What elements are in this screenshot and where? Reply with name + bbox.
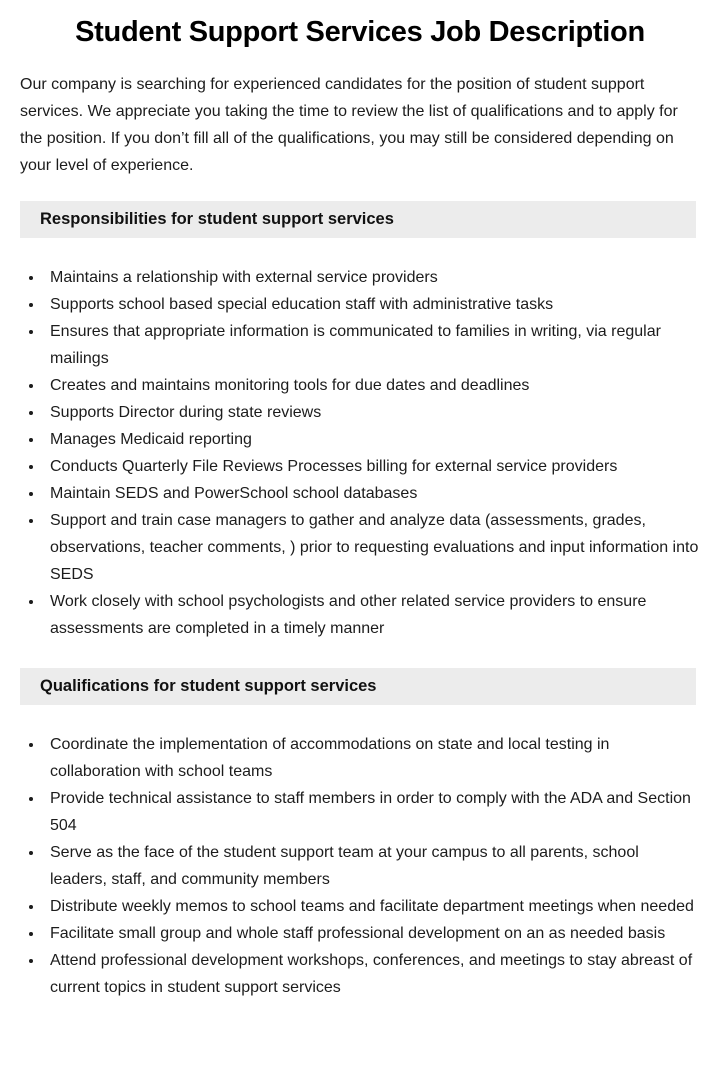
- list-item: • Work closely with school psychologists and other related service providers to ensure assessments are completed in a timely manner: [44, 588, 700, 642]
- intro-paragraph: Our company is searching for experienced candidates for the position of student support services. We appreciate you taking the time to review the list of qualifications and to apply for the position. If you don’t fill all of the qualifications, you may still be considered depending on your level of experience.: [20, 76, 678, 174]
- list-item: • Maintain SEDS and PowerSchool school databases: [44, 480, 700, 507]
- section-header-label: Responsibilities for student support services: [40, 210, 394, 228]
- list-item: • Provide technical assistance to staff members in order to comply with the ADA and Section 504: [44, 785, 700, 839]
- section-header-qualifications: [20, 668, 696, 705]
- page-title: Student Support Services Job Description: [75, 16, 645, 48]
- list-item: • Manages Medicaid reporting: [44, 426, 700, 453]
- list-item: • Facilitate small group and whole staff professional development on an as needed basis: [44, 920, 700, 947]
- list-item: • Attend professional development workshops, conferences, and meetings to stay abreast of current topics in student support services: [44, 947, 700, 1001]
- qualifications-list: [20, 731, 700, 1001]
- list-item: • Supports school based special education staff with administrative tasks: [44, 291, 700, 318]
- list-item: • Conducts Quarterly File Reviews Processes billing for external service providers: [44, 453, 700, 480]
- section-header-label: Qualifications for student support services: [40, 677, 377, 695]
- list-item: • Distribute weekly memos to school teams and facilitate department meetings when needed: [44, 893, 700, 920]
- list-item: • Supports Director during state reviews: [44, 399, 700, 426]
- list-item: • Maintains a relationship with external service providers: [44, 264, 700, 291]
- list-item: • Coordinate the implementation of accommodations on state and local testing in collaboration with school teams: [44, 731, 700, 785]
- list-item: • Ensures that appropriate information is communicated to families in writing, via regular mailings: [44, 318, 700, 372]
- section-header-responsibilities: [20, 201, 696, 238]
- responsibilities-list: [20, 264, 700, 642]
- list-item: • Serve as the face of the student support team at your campus to all parents, school leaders, staff, and community members: [44, 839, 700, 893]
- list-item: • Creates and maintains monitoring tools for due dates and deadlines: [44, 372, 700, 399]
- list-item: • Support and train case managers to gather and analyze data (assessments, grades, observations, teacher comments, ) prior to requesting evaluations and input information into SEDS: [44, 507, 700, 588]
